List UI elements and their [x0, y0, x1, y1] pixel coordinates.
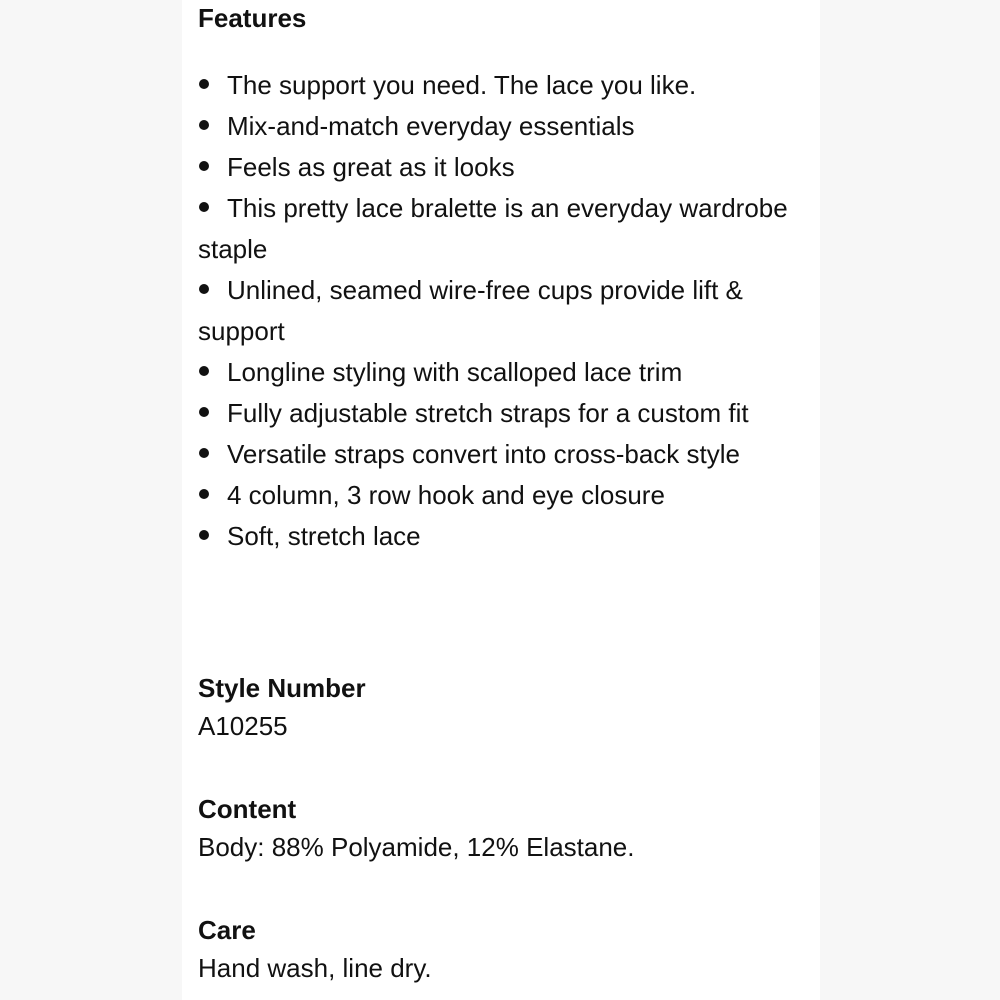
bullet-icon — [198, 352, 227, 393]
style-number-heading: Style Number — [198, 673, 366, 703]
content-value: Body: 88% Polyamide, 12% Elastane. — [198, 832, 635, 862]
list-item — [198, 434, 798, 475]
bullet-icon — [198, 270, 227, 311]
bullet-icon — [198, 393, 227, 434]
bullet-icon — [198, 434, 227, 475]
list-item — [198, 475, 798, 516]
care-section — [198, 912, 432, 988]
style-number-section — [198, 670, 366, 746]
list-item — [198, 106, 798, 147]
bullet-icon — [198, 147, 227, 188]
list-item — [198, 270, 798, 352]
features-heading: Features — [198, 3, 307, 33]
feature-text: Soft, stretch lace — [227, 521, 421, 551]
list-item — [198, 147, 798, 188]
style-number-value: A10255 — [198, 711, 288, 741]
feature-text: Unlined, seamed wire-free cups provide lift & support — [198, 275, 743, 346]
features-list — [198, 65, 798, 557]
feature-text: Fully adjustable stretch straps for a custom fit — [227, 398, 749, 428]
list-item — [198, 65, 798, 106]
care-heading: Care — [198, 915, 256, 945]
content-section — [198, 791, 634, 867]
feature-text: Longline styling with scalloped lace trim — [227, 357, 683, 387]
list-item — [198, 352, 798, 393]
care-value: Hand wash, line dry. — [198, 953, 432, 983]
feature-text: Feels as great as it looks — [227, 152, 515, 182]
bullet-icon — [198, 516, 227, 557]
feature-text: Mix-and-match everyday essentials — [227, 111, 635, 141]
bullet-icon — [198, 475, 227, 516]
bullet-icon — [198, 188, 227, 229]
bullet-icon — [198, 106, 227, 147]
list-item — [198, 393, 798, 434]
list-item — [198, 516, 798, 557]
feature-text: The support you need. The lace you like. — [227, 70, 697, 100]
feature-text: This pretty lace bralette is an everyday wardrobe staple — [198, 193, 788, 264]
feature-text: 4 column, 3 row hook and eye closure — [227, 480, 665, 510]
bullet-icon — [198, 65, 227, 106]
list-item — [198, 188, 798, 270]
content-heading: Content — [198, 794, 297, 824]
feature-text: Versatile straps convert into cross-back style — [227, 439, 740, 469]
